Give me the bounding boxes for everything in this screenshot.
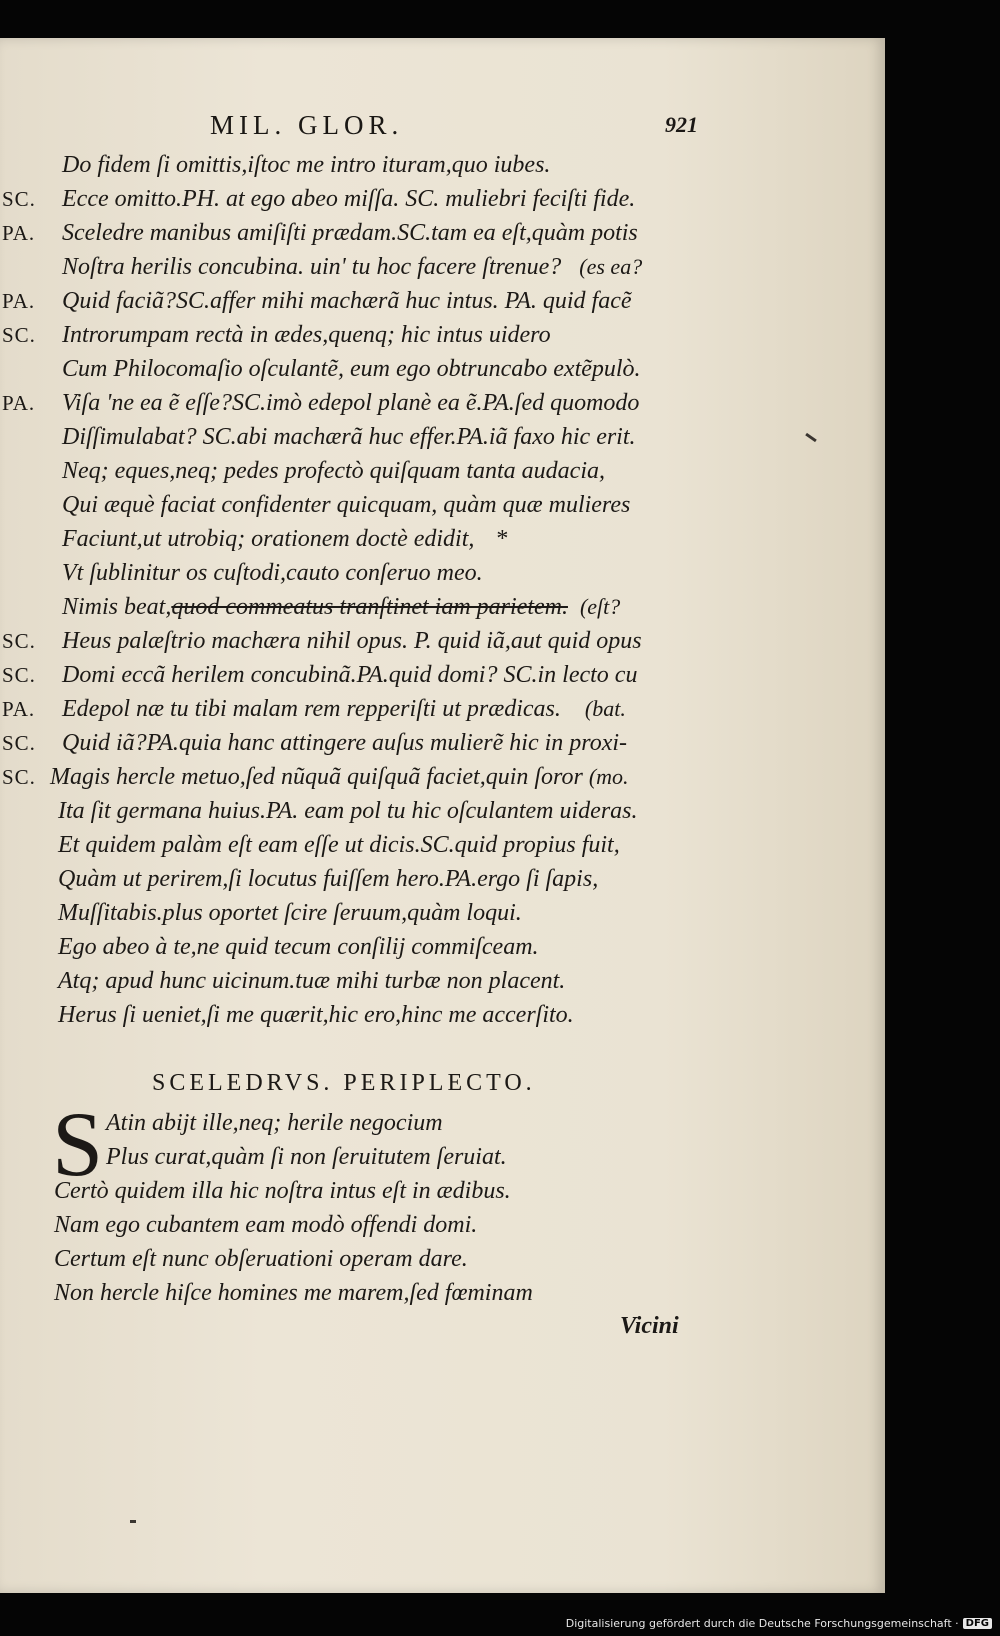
verse-text: Sceledre manibus amiſiſti prædam.SC.tam ea eſt,quàm potis <box>62 220 638 246</box>
verse-text: Non hercle hiſce homines me marem,ſed fœminam <box>54 1280 533 1306</box>
dialogue-text <box>0 148 885 1032</box>
drop-cap: S <box>52 1093 104 1195</box>
verse-text: Vt ſublinitur os cuſtodi,cauto conſeruo meo. <box>62 560 483 586</box>
verse-text: Ecce omitto.PH. at ego abeo miſſa. SC. muliebri feciſti fide. <box>62 186 636 212</box>
verse-text: Certò quidem illa hic noſtra intus eſt in ædibus. <box>54 1178 511 1204</box>
verse-text: Ita ſit germana huius.PA. eam pol tu hic oſculantem uideras. <box>58 798 638 824</box>
speaker: SC. <box>2 187 36 211</box>
verse-line <box>0 522 885 556</box>
verse-text: Heus palæſtrio machæra nihil opus. P. quid iã,aut quid opus <box>62 628 642 654</box>
speaker: SC. <box>2 629 36 653</box>
turnover-text: (es ea? <box>579 254 643 279</box>
speaker: PA. <box>2 221 36 245</box>
running-title: MIL. GLOR. <box>210 110 404 140</box>
turnover-text: (bat. <box>584 696 626 721</box>
verse-text: Diſſimulabat? SC.abi machærã huc effer.PA.iã faxo hic erit. <box>62 424 636 450</box>
verse-line <box>0 726 885 760</box>
asterisk-mark: * <box>496 526 509 552</box>
verse-line <box>0 1208 885 1242</box>
page-number: 921 <box>665 112 698 137</box>
verse-line <box>0 1276 885 1310</box>
verse-text: Atq; apud hunc uicinum.tuæ mihi turbæ non placent. <box>58 968 566 994</box>
verse-text: Do fidem ſi omittis,iſtoc me intro ituram,quo iubes. <box>62 152 551 178</box>
verse-line <box>0 318 885 352</box>
verse-text: Neq; eques,neq; pedes profectò quiſquam tanta audacia, <box>62 458 605 484</box>
verse-line <box>0 1140 885 1174</box>
verse-line <box>0 352 885 386</box>
verse-text: Ego abeo à te,ne quid tecum conſilij commiſceam. <box>58 934 539 960</box>
verse-line <box>0 420 885 454</box>
verse-line <box>0 250 885 284</box>
verse-line <box>0 182 885 216</box>
verse-line <box>0 284 885 318</box>
verse-line <box>0 692 885 726</box>
verse-text: Nimis beat, <box>62 594 172 620</box>
verse-line <box>0 964 885 998</box>
verse-text: Herus ſi ueniet,ſi me quærit,hic ero,hinc me accerſito. <box>58 1002 574 1028</box>
verse-text: Cum Philocomaſio oſculantẽ, eum ego obtruncabo extẽpulò. <box>62 356 641 382</box>
turnover-text: (mo. <box>588 764 629 789</box>
verse-text: Introrumpam rectà in ædes,quenq; hic intus uidero <box>62 322 551 348</box>
speaker: PA. <box>2 289 36 313</box>
verse-line <box>0 1174 885 1208</box>
verse-text: Nam ego cubantem eam modò offendi domi. <box>54 1212 478 1238</box>
speaker: SC. <box>2 765 36 789</box>
catchword: Vicini <box>620 1313 679 1339</box>
verse-text: Et quidem palàm eſt eam eſſe ut dicis.SC.quid propius fuit, <box>58 832 620 858</box>
verse-line <box>0 1242 885 1276</box>
verse-text: Plus curat,quàm ſi non ſeruitutem ſeruiat. <box>106 1144 507 1170</box>
book-page <box>0 38 885 1593</box>
speaker: PA. <box>2 391 36 415</box>
verse-line <box>0 454 885 488</box>
verse-text: Quid faciã?SC.affer mihi machærã huc intus. PA. quid facẽ <box>62 288 632 314</box>
verse-line <box>0 862 885 896</box>
verse-text: Faciunt,ut utrobiq; orationem doctè edidit, <box>62 526 475 552</box>
verse-line <box>0 828 885 862</box>
verse-line <box>0 998 885 1032</box>
verse-text: Quid iã?PA.quia hanc attingere auſus mulierẽ hic in proxi- <box>62 730 628 756</box>
verse-text: Magis hercle metuo,ſed nũquã quiſquã faciet,quin ſoror <box>50 764 583 790</box>
verse-line <box>0 556 885 590</box>
verse-line <box>0 658 885 692</box>
verse-line <box>0 794 885 828</box>
verse-line <box>0 488 885 522</box>
speaker: PA. <box>2 697 36 721</box>
funding-credit: Digitalisierung gefördert durch die Deutsche Forschungsgemeinschaft · <box>565 1617 959 1630</box>
verse-text: Noſtra herilis concubina. uin' tu hoc facere ſtrenue? <box>62 254 562 280</box>
scene-heading-text: SCELEDRVS. PERIPLECTO. <box>152 1070 536 1096</box>
verse-line <box>0 386 885 420</box>
verse-line <box>0 930 885 964</box>
verse-line <box>0 760 885 794</box>
verse-text: Quàm ut perirem,ſi locutus fuiſſem hero.PA.ergo ſi ſapis, <box>58 866 599 892</box>
verse-line <box>0 216 885 250</box>
struck-text: quod commeatus tranſtinet iam parietem. <box>171 594 568 620</box>
verse-line <box>0 1106 885 1140</box>
verse-line <box>0 590 885 624</box>
verse-line <box>0 896 885 930</box>
turnover-text: (eſt? <box>579 594 621 619</box>
verse-text: Viſa 'ne ea ẽ eſſe?SC.imò edepol planè ea ẽ.PA.ſed quomodo <box>62 390 640 416</box>
dfg-logo-icon: DFG <box>963 1618 992 1629</box>
verse-line <box>0 624 885 658</box>
digitization-footer <box>566 1617 992 1630</box>
verse-text: Domi eccã herilem concubinã.PA.quid domi? SC.in lecto cu <box>62 662 638 688</box>
verse-text: Qui æquè faciat confidenter quicquam, quàm quæ mulieres <box>62 492 631 518</box>
speaker: SC. <box>2 663 36 687</box>
verse-text: Muſſitabis.plus oportet ſcire ſeruum,quàm loqui. <box>58 900 522 926</box>
verse-text: Atin abijt ille,neq; herile negocium <box>106 1110 443 1136</box>
scene-heading <box>0 1070 885 1106</box>
verse-text: Certum eſt nunc obſeruationi operam dare. <box>54 1246 468 1272</box>
speaker: SC. <box>2 323 36 347</box>
verse-line <box>0 148 885 182</box>
scene-text <box>0 1106 885 1310</box>
ink-speck <box>130 1520 136 1523</box>
speaker: SC. <box>2 731 36 755</box>
verse-text: Edepol næ tu tibi malam rem repperiſti ut prædicas. <box>62 696 561 722</box>
page-header <box>0 110 885 150</box>
